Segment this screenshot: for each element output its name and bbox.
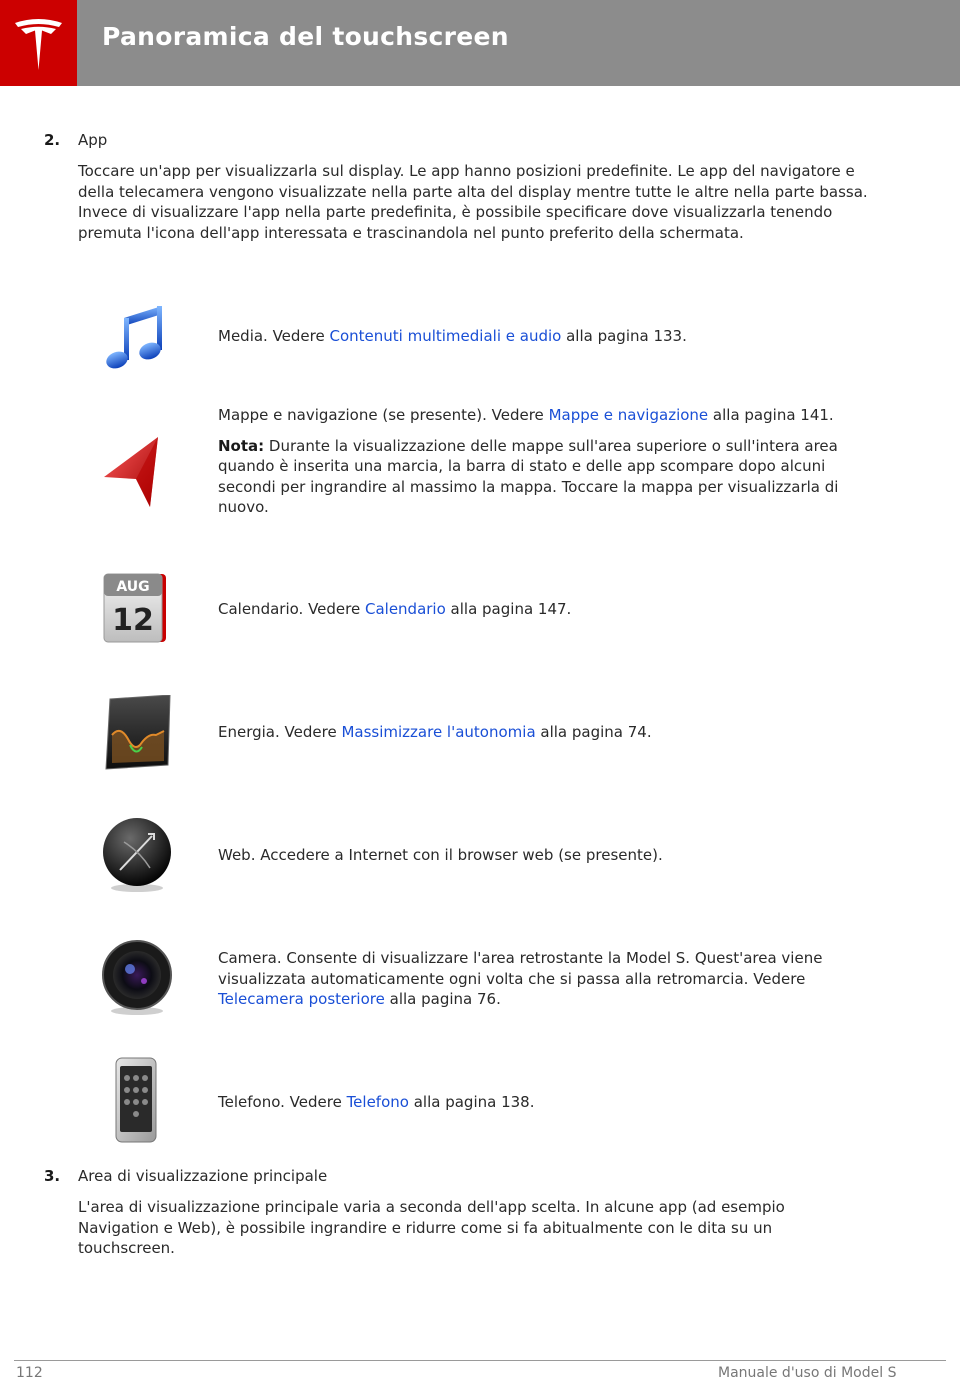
text: Calendario. Vedere xyxy=(218,600,365,618)
text: alla pagina 74. xyxy=(535,723,652,741)
text: Media. Vedere xyxy=(218,327,330,345)
calendar-day: 12 xyxy=(112,603,154,638)
tesla-logo xyxy=(0,0,77,86)
app-description-camera xyxy=(218,948,868,1010)
app-description-energy xyxy=(218,722,868,743)
text: alla pagina 147. xyxy=(445,600,572,618)
note-label: Nota: xyxy=(218,436,265,455)
text: Mappe e navigazione (se presente). Vedere xyxy=(218,406,549,424)
link-calendar[interactable]: Calendario xyxy=(364,600,446,618)
text: Telefono. Vedere xyxy=(218,1093,347,1111)
note-text: Durante la visualizzazione delle mappe sull'area superiore o sull'intera area quando è inserita una marcia, la barra di stato e delle app scompare dopo alcuni secondi per ingrandire al massimo la mappa. Toccare la mappa per visualizzarla di nuovo. xyxy=(218,436,839,516)
app-description-calendar xyxy=(218,599,868,620)
link-energy[interactable]: Massimizzare l'autonomia xyxy=(341,723,536,741)
navigation-arrow-icon xyxy=(100,435,166,511)
link-maps[interactable]: Mappe e navigazione xyxy=(548,406,709,424)
energy-graph-icon xyxy=(100,695,174,771)
phone-keypad-icon xyxy=(100,1056,170,1144)
link-media[interactable]: Contenuti multimediali e audio xyxy=(329,327,562,345)
text: Camera. Consente di visualizzare l'area retrostante la Model S. Quest'area viene visualizzata automaticamente ogni volta che si passa alla retromarcia. Vedere xyxy=(218,949,823,988)
text: alla pagina 138. xyxy=(408,1093,535,1111)
link-phone[interactable]: Telefono xyxy=(346,1093,409,1111)
link-camera[interactable]: Telecamera posteriore xyxy=(218,990,385,1008)
footer-divider xyxy=(14,1360,946,1361)
text: alla pagina 133. xyxy=(561,327,687,345)
music-note-icon xyxy=(100,298,170,376)
section-body: Toccare un'app per visualizzarla sul display. Le app hanno posizioni predefinite. Le app del navigatore e della telecamera vengono visualizzate nella parte alta del display mentre tutte le altre nella parte bassa. Invece di visualizzare l'app nella parte predefinita, è possibile specificare dove visualizzarla tenendo premuta l'icona dell'app interessata e trascinandola nel punto preferito della schermata. xyxy=(78,162,868,242)
tesla-logo-icon xyxy=(12,16,65,72)
section-title: App xyxy=(78,131,108,149)
section-number: 2. xyxy=(44,131,61,149)
section-body: L'area di visualizzazione principale varia a seconda dell'app scelta. In alcune app (ad esempio Navigation e Web), è possibile ingrandire e ridurre come si fa abitualmente con le dita su un touchscreen. xyxy=(78,1198,785,1257)
page-header xyxy=(0,0,960,86)
app-description-maps xyxy=(218,405,868,528)
page-title: Panoramica del touchscreen xyxy=(102,22,509,51)
calendar-month: AUG xyxy=(116,579,150,595)
camera-lens-icon xyxy=(100,935,174,1017)
text: alla pagina 141. xyxy=(708,406,834,424)
text: alla pagina 76. xyxy=(384,990,501,1008)
app-description-phone xyxy=(218,1092,868,1113)
manual-title: Manuale d'uso di Model S xyxy=(718,1365,897,1381)
section-number: 3. xyxy=(44,1167,61,1185)
calendar-icon xyxy=(100,572,172,646)
text: Energia. Vedere xyxy=(218,723,342,741)
section-title: Area di visualizzazione principale xyxy=(78,1167,328,1185)
app-description-media xyxy=(218,326,868,347)
page-number: 112 xyxy=(16,1365,43,1381)
web-globe-icon xyxy=(100,812,174,894)
app-description-web: Web. Accedere a Internet con il browser web (se presente). xyxy=(218,846,663,864)
